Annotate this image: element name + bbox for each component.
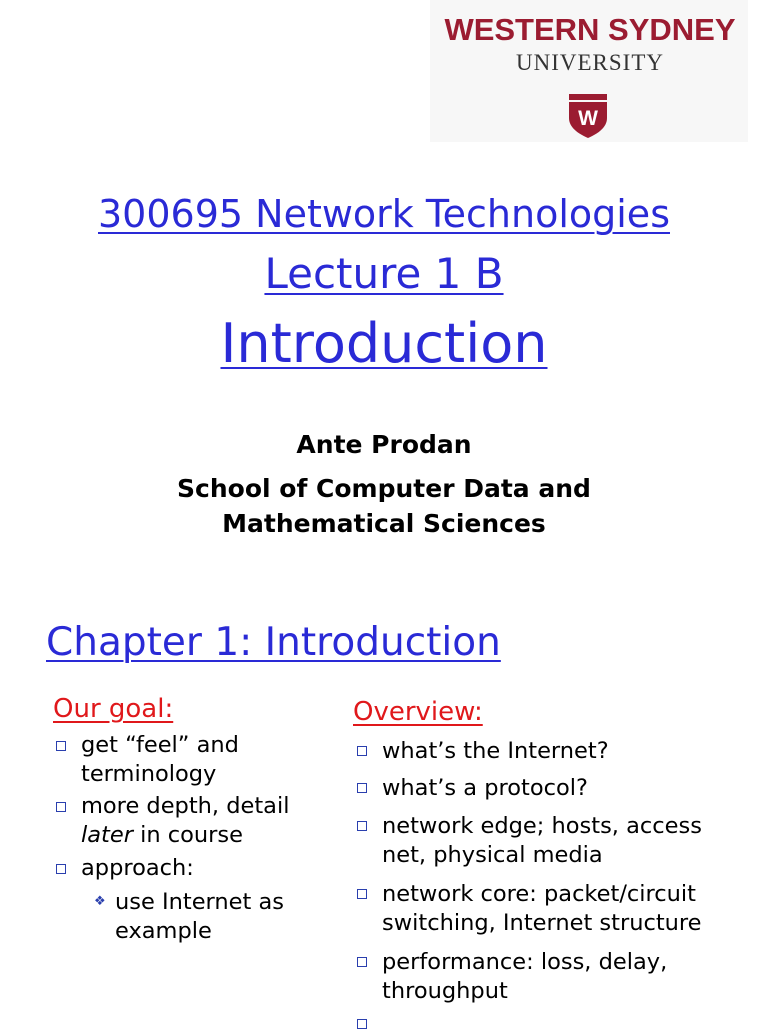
university-shield-icon [569,94,607,138]
goal-item-1: get “feel” and terminology [81,732,239,787]
overview-heading: Overview: [353,697,483,727]
goal-item-3: approach: [81,855,194,881]
shield-letter: W [578,107,598,130]
author-name: Ante Prodan [296,430,472,459]
checkbox-bullet-icon [56,741,66,751]
checkbox-bullet-icon [56,864,66,874]
lecture-title: Lecture 1 B [264,249,504,298]
checkbox-bullet-icon [357,957,367,967]
overview-item-2: what’s a protocol? [382,775,588,801]
overview-item-3: network edge; hosts, access net, physical media [382,813,702,868]
goal-item-2: more depth, detail later in course [81,793,290,848]
checkbox-bullet-icon [357,783,367,793]
overview-item-1: what’s the Internet? [382,738,609,764]
university-logo-name: WESTERN SYDNEY [444,12,736,47]
diamond-bullet-icon: ❖ [94,894,106,909]
goal-subitem-1: use Internet as example [115,889,284,944]
checkbox-bullet-icon [357,746,367,756]
overview-item-5: performance: loss, delay, throughput [382,949,668,1004]
checkbox-bullet-icon [357,1019,367,1029]
checkbox-bullet-icon [357,821,367,831]
checkbox-bullet-icon [357,889,367,899]
goal-heading: Our goal: [53,694,174,724]
school-line-1: School of Computer Data and [177,474,591,503]
overview-item-4: network core: packet/circuit switching, Internet structure [382,881,702,936]
checkbox-bullet-icon [56,802,66,812]
university-logo-subtitle: UNIVERSITY [516,50,664,75]
topic-title: Introduction [220,312,548,375]
course-title: 300695 Network Technologies [98,192,670,236]
school-line-2: Mathematical Sciences [222,509,546,538]
chapter-title: Chapter 1: Introduction [46,620,501,665]
